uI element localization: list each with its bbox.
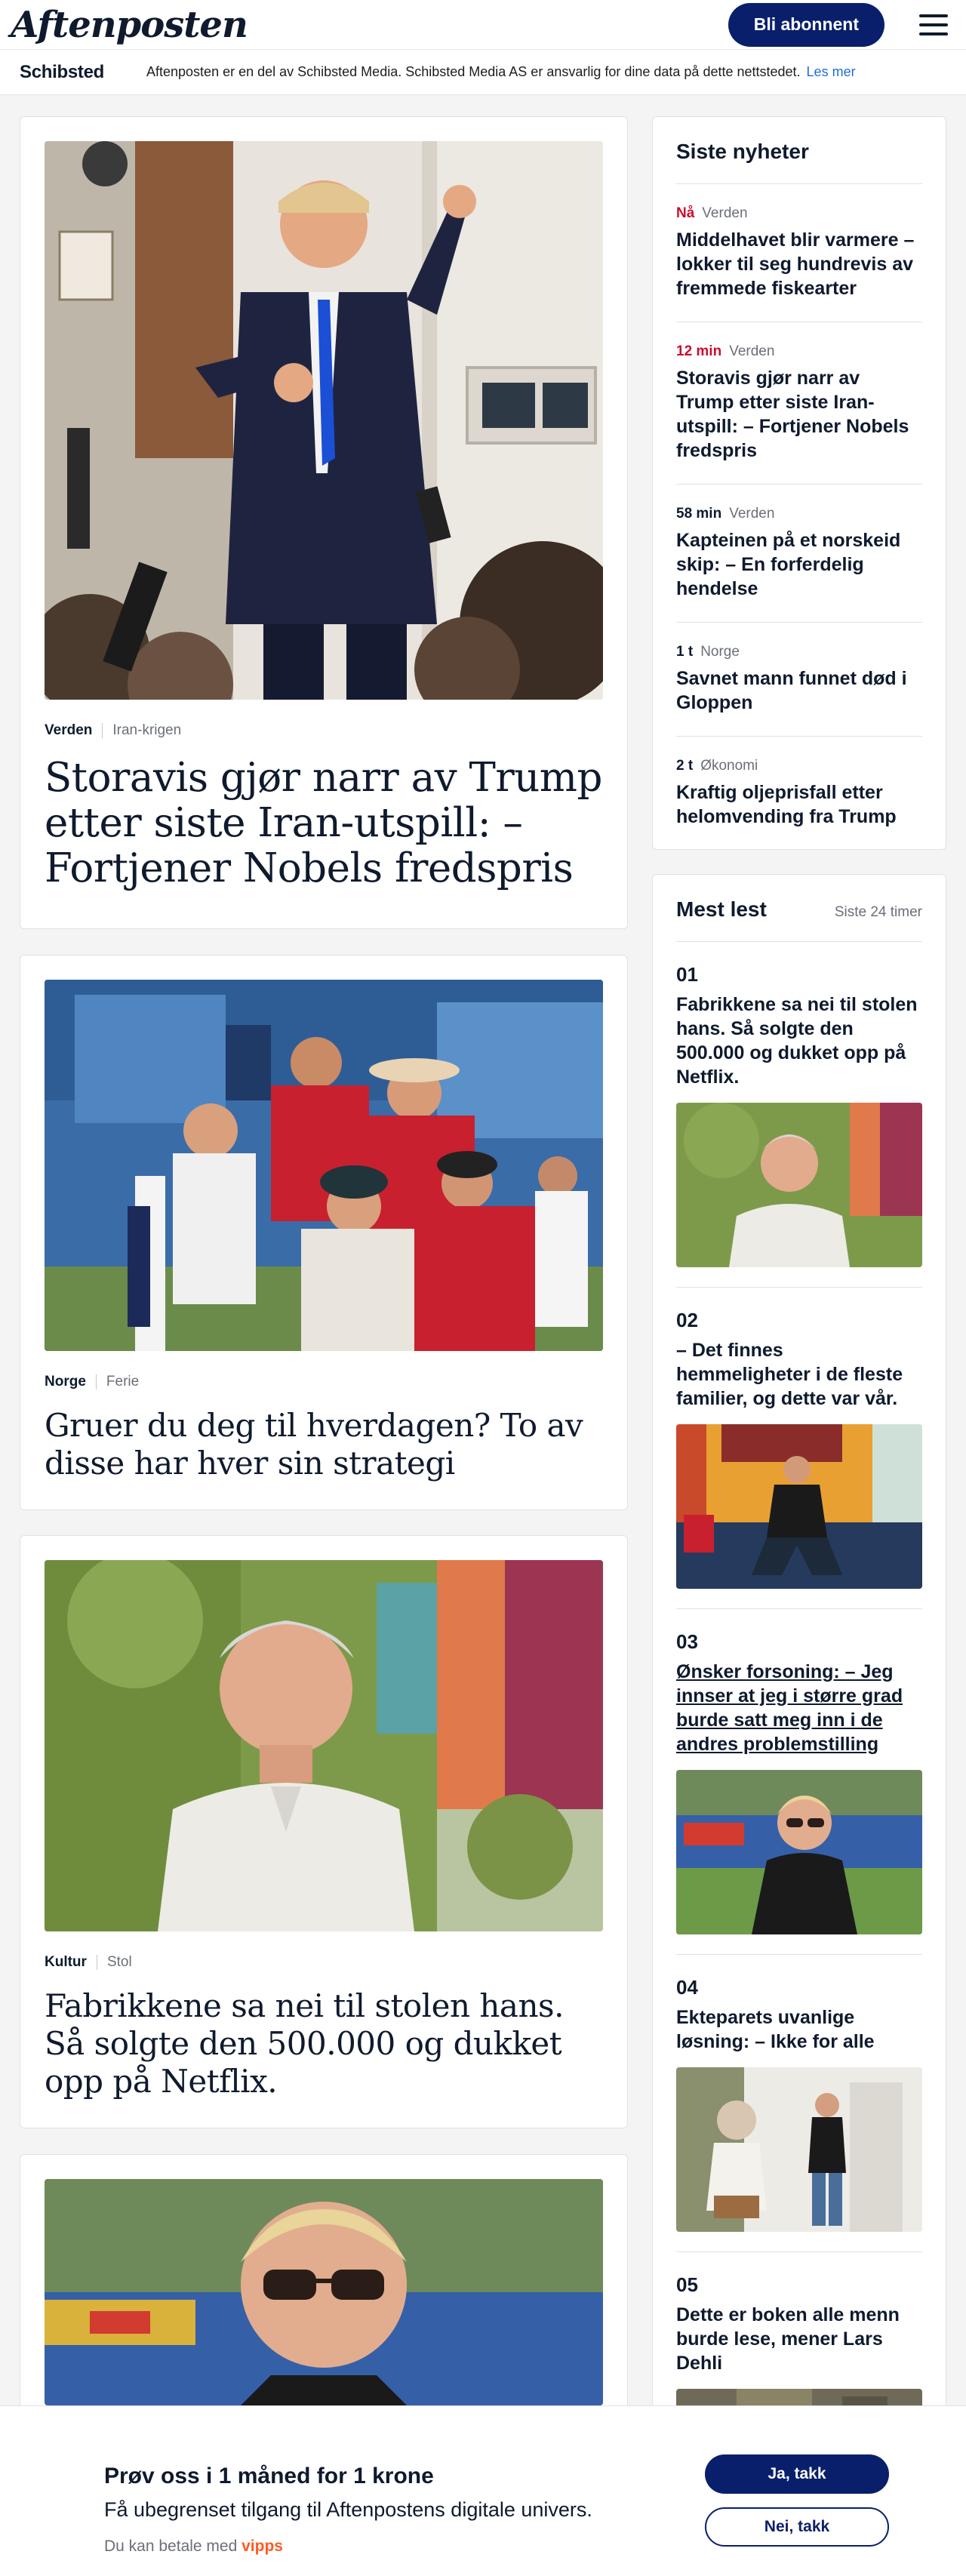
news-category: Verden	[729, 343, 775, 359]
most-read-item[interactable]	[676, 1288, 922, 1609]
article-headline[interactable]: Fabrikkene sa nei til stolen hans. Så solgte den 500.000 og dukket opp på Netflix.	[45, 1987, 564, 2100]
news-item[interactable]	[676, 184, 922, 322]
most-read-title-text[interactable]: Dette er boken alle menn burde lese, mener Lars Dehli	[676, 2304, 900, 2374]
article-topic[interactable]: Iran-krigen	[112, 722, 182, 738]
most-read-photo[interactable]	[676, 1103, 922, 1267]
news-category: Norge	[700, 644, 740, 660]
article-photo-fans[interactable]	[45, 980, 603, 1351]
latest-news-panel	[652, 116, 946, 850]
most-read-item[interactable]	[676, 1609, 922, 1955]
news-category: Verden	[702, 205, 748, 221]
news-title[interactable]: Kapteinen på et norskeid skip: – En forferdelig hendelse	[676, 530, 901, 599]
news-title[interactable]: Kraftig oljeprisfall etter helomvending fra Trump	[676, 782, 897, 827]
schibsted-logo: Schibsted	[20, 61, 104, 82]
most-read-rank: 03	[676, 1630, 698, 1653]
read-more-link[interactable]: Les mer	[806, 64, 856, 79]
site-header	[0, 0, 966, 50]
news-category: Verden	[729, 506, 775, 522]
news-time: 2 t	[676, 758, 694, 774]
banner-subtitle: Få ubegrenset tilgang til Aftenpostens digitale univers.	[104, 2498, 592, 2521]
article-photo-man-chair[interactable]	[45, 1560, 603, 1931]
article-card-3[interactable]	[20, 1535, 628, 2128]
news-time: 58 min	[676, 506, 722, 522]
most-read-rank: 02	[676, 1309, 698, 1331]
article-section[interactable]: Kultur	[45, 1954, 87, 1970]
news-item[interactable]	[676, 485, 922, 623]
most-read-item[interactable]	[676, 942, 922, 1288]
most-read-title-text[interactable]: Ekteparets uvanlige løsning: – Ikke for alle	[676, 2007, 875, 2052]
most-read-rank: 04	[676, 1976, 698, 1999]
article-card-1[interactable]	[20, 116, 628, 929]
vipps-logo: vipps	[242, 2538, 283, 2555]
most-read-photo[interactable]	[676, 1770, 922, 1934]
aftenposten-logo[interactable]: Aftenposten	[11, 3, 248, 46]
news-item[interactable]	[676, 623, 922, 737]
accept-offer-button[interactable]: Ja, takk	[705, 2454, 889, 2494]
article-headline[interactable]: Gruer du deg til hverdagen? To av disse har hver sin strategi	[45, 1407, 583, 1482]
news-time: 1 t	[676, 644, 694, 660]
most-read-title: Mest lest	[676, 897, 767, 921]
most-read-item[interactable]	[676, 1955, 922, 2252]
news-title[interactable]: Storavis gjør narr av Trump etter siste Iran-utspill: – Fortjener Nobels fredspris	[676, 368, 909, 461]
article-topic[interactable]: Stol	[106, 1954, 132, 1970]
most-read-title-text[interactable]: Fabrikkene sa nei til stolen hans. Så solgte den 500.000 og dukket opp på Netflix.	[676, 994, 918, 1088]
most-read-panel	[652, 874, 946, 2459]
article-headline[interactable]: Storavis gjør narr av Trump etter siste Iran-utspill: – Fortjener Nobels fredspris	[45, 755, 602, 891]
news-title[interactable]: Middelhavet blir varmere – lokker til seg hundrevis av fremmede fiskearter	[676, 229, 915, 299]
most-read-photo[interactable]	[676, 2067, 922, 2232]
latest-news-title: Siste nyheter	[676, 140, 922, 184]
news-title[interactable]: Savnet mann funnet død i Gloppen	[676, 668, 907, 713]
article-photo-trump[interactable]	[45, 141, 603, 700]
banner-payment-text	[104, 2538, 283, 2556]
most-read-period: Siste 24 timer	[834, 904, 922, 920]
hamburger-menu-icon[interactable]	[919, 14, 948, 35]
news-item[interactable]	[676, 322, 922, 485]
schibsted-info-text: Aftenposten er en del av Schibsted Media. Schibsted Media AS er ansvarlig for dine data på dette nettstedet.	[146, 64, 801, 79]
article-section[interactable]: Norge	[45, 1374, 86, 1390]
subscription-banner	[0, 2405, 966, 2576]
news-time: 12 min	[676, 343, 722, 359]
most-read-photo[interactable]	[676, 1424, 922, 1589]
news-item[interactable]	[676, 737, 922, 829]
subscribe-button[interactable]: Bli abonnent	[728, 3, 884, 47]
article-topic[interactable]: Ferie	[106, 1374, 140, 1390]
schibsted-info-bar	[0, 50, 966, 95]
banner-title: Prøv oss i 1 måned for 1 krone	[104, 2464, 434, 2488]
decline-offer-button[interactable]: Nei, takk	[705, 2507, 889, 2547]
pay-with-text: Du kan betale med	[104, 2538, 238, 2555]
most-read-rank: 05	[676, 2273, 698, 2296]
article-photo-sunglasses[interactable]	[45, 2179, 603, 2405]
news-category: Økonomi	[700, 758, 758, 774]
most-read-title-text[interactable]: Ønsker forsoning: – Jeg innser at jeg i større grad burde satt meg inn i de andres problemstilling	[676, 1661, 903, 1755]
most-read-title-text[interactable]: – Det finnes hemmeligheter i de fleste familier, og dette var vår.	[676, 1340, 903, 1409]
article-section[interactable]: Verden	[45, 722, 93, 738]
article-card-2[interactable]	[20, 955, 628, 1510]
news-time: Nå	[676, 205, 695, 221]
most-read-rank: 01	[676, 963, 698, 986]
